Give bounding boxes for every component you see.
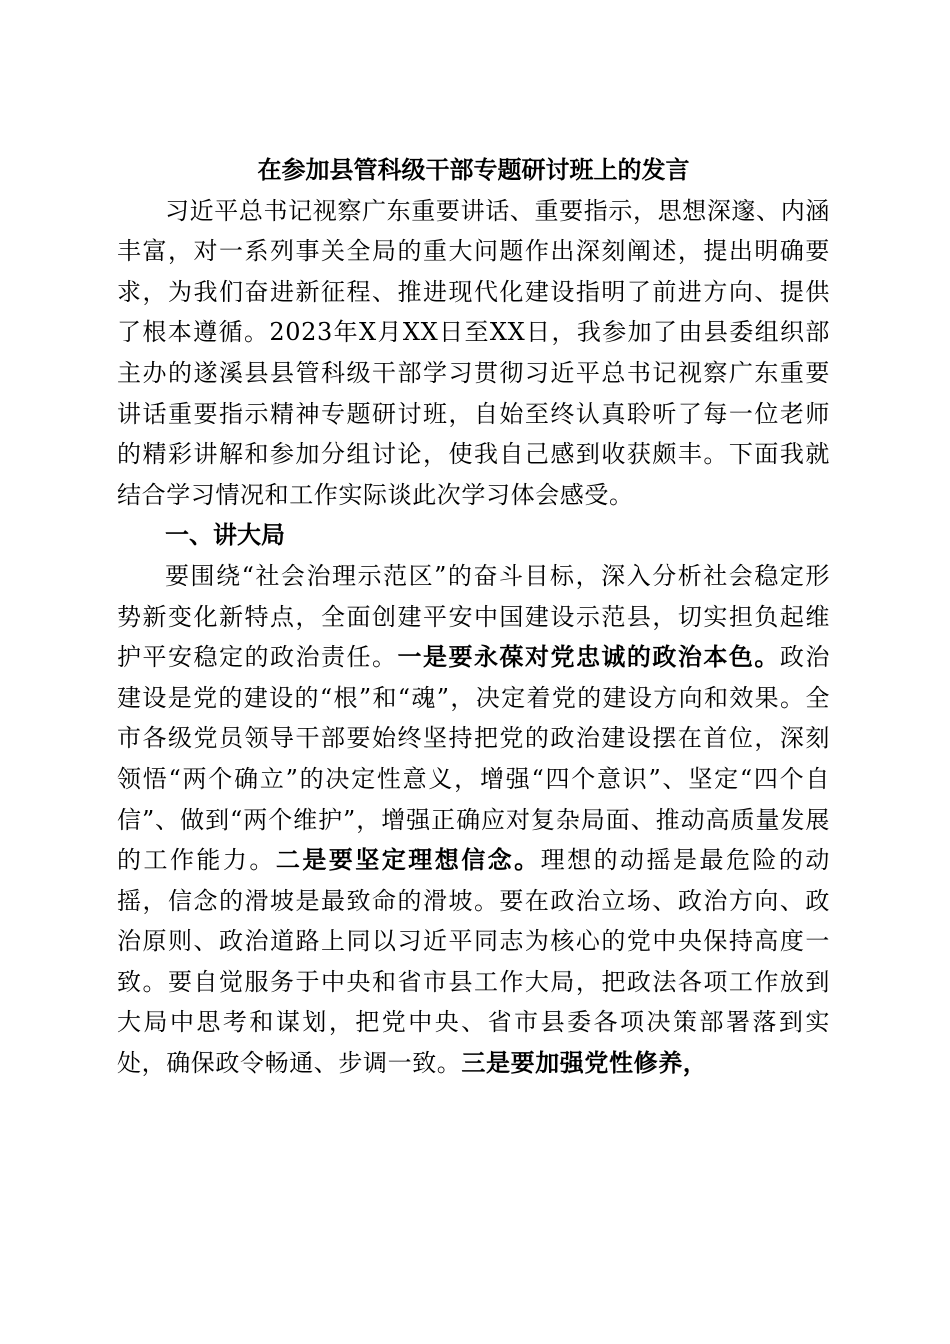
bold-lead: 三是要加强党性修养， (461, 1048, 708, 1078)
paragraph-text: 理想的动摇是最危险的动摇，信念的滑坡是最致命的滑坡。要在政治立场、政治方向、政治原则、政治道路上同以习近平同志为核心的党中央保持高度一致。要自觉服务于中央和省市县工作大局，把政法各项工作放到大局中思考和谋划，把党中央、省市县委各项决策部署落到实处，确保政令畅通、步调一致。 (117, 846, 830, 1078)
section-heading: 一、讲大局 (165, 520, 285, 550)
section-paragraph (117, 556, 830, 1084)
paragraph-text: 要围绕“社会治理示范区”的奋斗目标，深入分析社会稳定形势新变化新特点，全面创建平安中国建设示范县，切实担负起维护平安稳定的政治责任。 (117, 561, 830, 672)
bold-lead: 二是要坚定理想信念。 (275, 845, 541, 875)
paragraph-text: 政治建设是党的建设的“根”和“魂”，决定着党的建设方向和效果。全市各级党员领导干部要始终坚持把党的政治建设摆在首位，深刻领悟“两个确立”的决定性意义，增强“四个意识”、坚定“四个自信”、做到“两个维护”，增强正确应对复杂局面、推动高质量发展的工作能力。 (117, 643, 831, 875)
intro-paragraph: 习近平总书记视察广东重要讲话、重要指示，思想深邃、内涵丰富，对一系列事关全局的重大问题作出深刻阐述，提出明确要求，为我们奋进新征程、推进现代化建设指明了前进方向、提供了根本遵循。2023年X月XX日至XX日，我参加了由县委组织部主办的遂溪县县管科级干部学习贯彻习近平总书记视察广东重要讲话重要指示精神专题研讨班，自始至终认真聆听了每一位老师的精彩讲解和参加分组讨论，使我自己感到收获颇丰。下面我就结合学习情况和工作实际谈此次学习体会感受。 (117, 196, 830, 509)
bold-lead: 一是要永葆对党忠诚的政治本色。 (397, 642, 780, 672)
document-title: 在参加县管科级干部专题研讨班上的发言 (257, 155, 690, 184)
document-page (117, 150, 830, 1084)
